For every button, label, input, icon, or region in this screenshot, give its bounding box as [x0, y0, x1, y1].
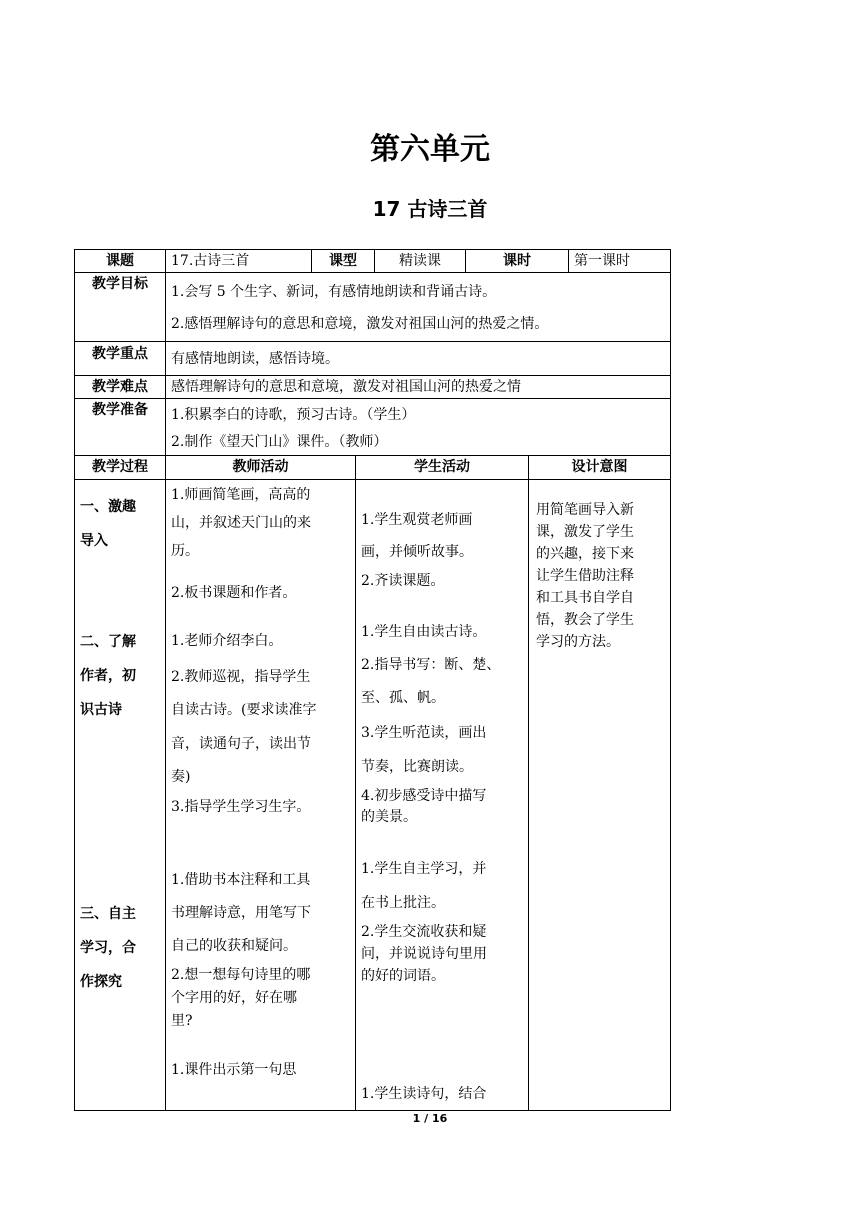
design-header: 设计意图	[571, 459, 628, 475]
preparation-label: 教学准备	[92, 402, 148, 418]
teacher-header: 教师活动	[232, 459, 289, 475]
difficulties-text: 感悟理解诗句的意思和意境，激发对祖国山河的热爱之情	[171, 379, 521, 395]
page-number: 1 / 16	[412, 1112, 448, 1125]
student-header: 学生活动	[414, 459, 470, 475]
objective-item: 1.会写 5 个生字、新词，有感情地朗读和背诵古诗。	[171, 284, 497, 300]
unit-title: 第六单元	[370, 132, 490, 167]
topic-value: 17.古诗三首	[171, 253, 250, 269]
objectives-label: 教学目标	[92, 276, 148, 292]
table-rule	[670, 249, 671, 1111]
design-intent: 用简笔画导入新 课，激发了学生 的兴趣，接下来 让学生借助注释 和工具书自学自 悟，教会了学生 学习的方法。	[536, 502, 634, 650]
preparation-item: 1.积累李白的诗歌，预习古诗。（学生）	[171, 407, 416, 423]
key-points-text: 有感情地朗读，感悟诗境。	[171, 351, 339, 367]
type-value: 精读课	[399, 253, 441, 269]
type-label: 课型	[329, 253, 357, 269]
stage-label: 二、了解 作者，初 识古诗	[80, 634, 136, 718]
lesson-title: 17 古诗三首	[372, 197, 488, 221]
table-rule	[355, 455, 356, 1111]
table-rule	[165, 249, 166, 1111]
table-rule	[74, 1110, 671, 1111]
difficulties-label: 教学难点	[92, 379, 148, 395]
table-rule	[528, 455, 529, 1111]
stage-label: 三、自主 学习，合 作探究	[80, 906, 136, 990]
preparation-item: 2.制作《望天门山》课件。（教师）	[171, 434, 388, 450]
topic-label: 课题	[106, 253, 134, 269]
stage-label: 一、激趣 导入	[80, 499, 136, 549]
key-points-label: 教学重点	[92, 346, 148, 362]
process-header: 教学过程	[92, 459, 148, 475]
period-label: 课时	[503, 253, 531, 269]
period-value: 第一课时	[574, 253, 630, 269]
table-rule	[568, 249, 569, 273]
objective-item: 2.感悟理解诗句的意思和意境，激发对祖国山河的热爱之情。	[171, 316, 549, 332]
table-rule	[74, 479, 671, 480]
